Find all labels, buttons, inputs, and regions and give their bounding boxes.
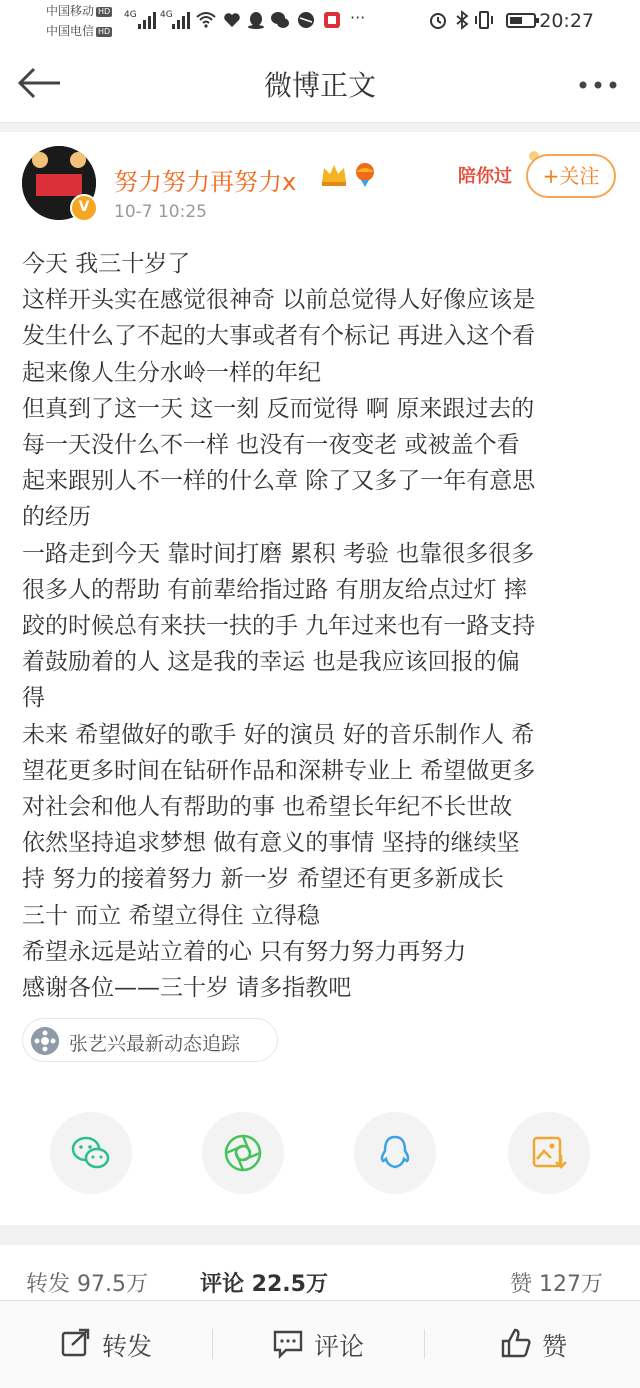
wechat-status-icon bbox=[270, 10, 290, 30]
more-options-icon[interactable] bbox=[578, 80, 618, 90]
post-text-line: 起来跟别人不一样的什么章 除了又多了一年有意思 bbox=[22, 468, 536, 495]
badge-icon bbox=[352, 162, 378, 188]
divider bbox=[212, 1329, 213, 1359]
hd-badge: HD bbox=[98, 26, 111, 36]
post-text-line: 一路走到今天 靠时间打磨 累积 考验 也靠很多很多 bbox=[22, 540, 535, 567]
post-date: 10-7 10:25 bbox=[114, 202, 207, 222]
carrier-2-label: 中国电信 bbox=[46, 24, 95, 38]
post-text-line: 的经历 bbox=[22, 504, 91, 531]
more-notifications-icon: ··· bbox=[350, 8, 366, 27]
post-text-line: 每一天没什么不一样 也没有一夜变老 或被盖个看 bbox=[22, 432, 520, 459]
promo-text: 陪你过 bbox=[458, 166, 512, 187]
topic-tag[interactable] bbox=[22, 1018, 278, 1062]
post-text-line: 望花更多时间在钻研作品和深耕专业上 希望做更多 bbox=[22, 757, 536, 784]
post-text-line: 起来像人生分水岭一样的年纪 bbox=[22, 359, 321, 386]
comment-count[interactable]: 评论 22.5万 bbox=[200, 1272, 328, 1297]
topic-label: 张艺兴最新动态追踪 bbox=[69, 1033, 241, 1055]
comment-label: 评论 bbox=[314, 1332, 365, 1361]
repost-count[interactable]: 转发 97.5万 bbox=[26, 1272, 148, 1297]
moments-icon bbox=[223, 1133, 263, 1173]
post-text-line: 感谢各位——三十岁 请多指教吧 bbox=[22, 975, 352, 1002]
post-text-line: 但真到了这一天 这一刻 反而觉得 啊 原来跟过去的 bbox=[22, 395, 535, 422]
battery-icon bbox=[506, 10, 540, 30]
vibrate-icon bbox=[474, 10, 494, 30]
share-wechat-button[interactable] bbox=[50, 1112, 132, 1194]
page-title: 微博正文 bbox=[263, 69, 376, 102]
signal-icon bbox=[136, 10, 156, 30]
network-type-2: 4G bbox=[160, 10, 173, 20]
heart-icon bbox=[222, 10, 242, 30]
post-text-line: 发生什么了不起的大事或者有个标记 再进入这个看 bbox=[22, 323, 536, 350]
repost-label: 转发 bbox=[102, 1332, 153, 1361]
post-text-line: 三十 而立 希望立得住 立得稳 bbox=[22, 902, 320, 929]
comment-icon bbox=[272, 1327, 304, 1359]
topic-icon bbox=[31, 1027, 59, 1055]
carrier-1 bbox=[46, 4, 112, 18]
network-type-1: 4G bbox=[124, 10, 137, 20]
username[interactable]: 努力努力再努力x bbox=[114, 168, 297, 196]
post-content bbox=[22, 246, 622, 1006]
action-bar bbox=[0, 1300, 640, 1388]
carrier-2 bbox=[46, 24, 112, 38]
post-text-line: 今天 我三十岁了 bbox=[22, 251, 191, 277]
post-card bbox=[0, 132, 640, 1225]
post-text-line: 希望永远是站立着的心 只有努力努力再努力 bbox=[22, 938, 467, 965]
post-text-line: 对社会和他人有帮助的事 也希望长年纪不长世故 bbox=[22, 794, 513, 821]
clock: 20:27 bbox=[539, 10, 594, 32]
qq-status-icon bbox=[246, 10, 266, 30]
status-bar bbox=[0, 0, 640, 44]
follow-button[interactable]: +关注 bbox=[526, 154, 616, 198]
post-text-line: 着鼓励着的人 这是我的幸运 也是我应该回报的偏 bbox=[22, 649, 520, 676]
wifi-icon bbox=[196, 10, 216, 30]
app-status-icon bbox=[322, 10, 342, 30]
save-image-icon bbox=[529, 1133, 569, 1173]
repost-icon bbox=[60, 1327, 92, 1359]
thumbs-up-icon bbox=[500, 1327, 532, 1359]
signal-icon bbox=[170, 10, 190, 30]
divider bbox=[424, 1329, 425, 1359]
crown-icon bbox=[320, 162, 348, 188]
post-text-line: 很多人的帮助 有前辈给指过路 有朋友给点过灯 摔 bbox=[22, 576, 527, 603]
post-text-line: 跤的时候总有来扶一扶的手 九年过来也有一路支持 bbox=[22, 613, 536, 640]
post-text-line: 持 努力的接着努力 新一岁 希望还有更多新成长 bbox=[22, 866, 504, 893]
verified-badge: V bbox=[70, 194, 98, 222]
wechat-icon bbox=[71, 1133, 111, 1173]
alarm-icon bbox=[428, 10, 448, 30]
nav-bar bbox=[0, 44, 640, 123]
carrier-1-label: 中国移动 bbox=[46, 4, 95, 18]
post-text-line: 依然坚持追求梦想 做有意义的事情 坚持的继续坚 bbox=[22, 830, 520, 857]
ball-status-icon bbox=[296, 10, 316, 30]
qq-icon bbox=[375, 1133, 415, 1173]
save-image-button[interactable] bbox=[508, 1112, 590, 1194]
like-count[interactable]: 赞 127万 bbox=[510, 1272, 603, 1297]
share-moments-button[interactable] bbox=[202, 1112, 284, 1194]
avatar[interactable] bbox=[22, 146, 96, 220]
share-qq-button[interactable] bbox=[354, 1112, 436, 1194]
like-label: 赞 bbox=[542, 1332, 568, 1361]
post-text-line: 未来 希望做好的歌手 好的演员 好的音乐制作人 希 bbox=[22, 721, 535, 748]
hd-badge: HD bbox=[98, 6, 111, 16]
post-text-line: 这样开头实在感觉很神奇 以前总觉得人好像应该是 bbox=[22, 287, 536, 314]
bluetooth-icon bbox=[452, 10, 472, 30]
post-text-line: 得 bbox=[22, 685, 45, 712]
